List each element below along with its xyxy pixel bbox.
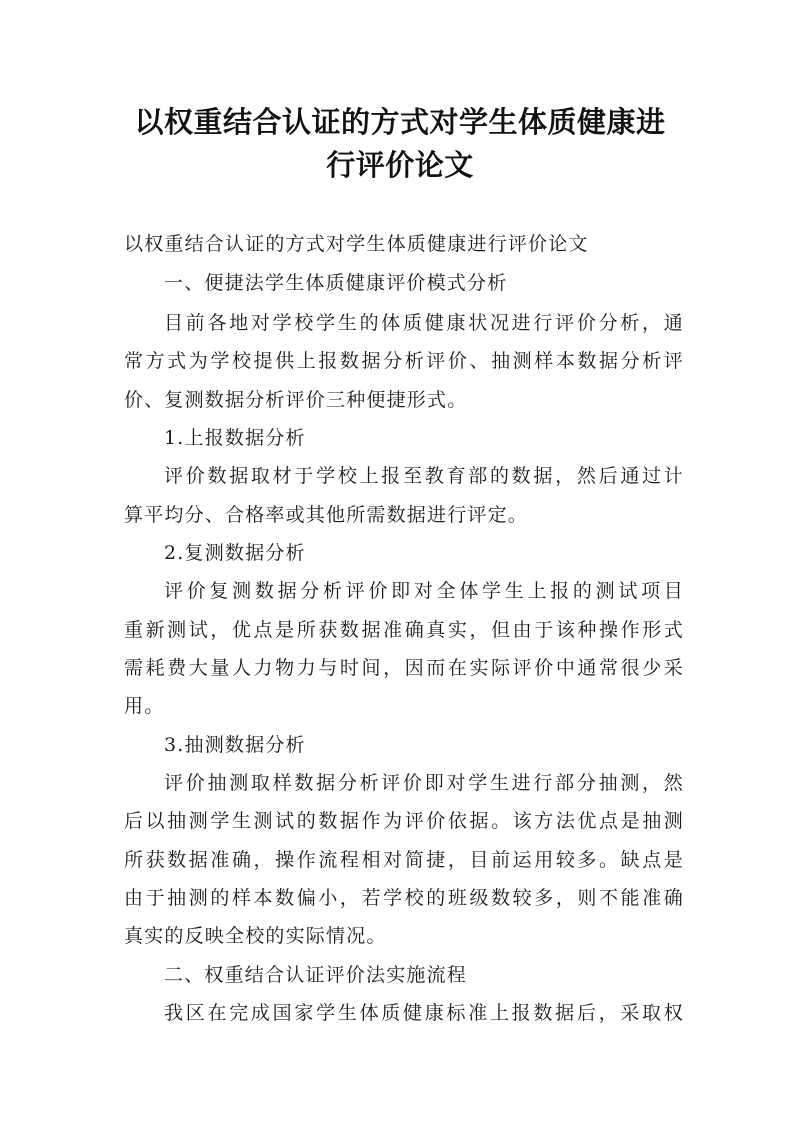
section-heading-2: 二、权重结合认证评价法实施流程: [164, 964, 468, 986]
section-heading-1: 一、便捷法学生体质健康评价模式分析: [164, 272, 508, 294]
paragraph-line: 目前各地对学校学生的体质健康状况进行评价分析，通: [164, 312, 684, 334]
paragraph-line: 由于抽测的样本数偏小，若学校的班级数较多，则不能准确: [124, 887, 684, 909]
paragraph-line: 后以抽测学生测试的数据作为评价依据。该方法优点是抽测: [124, 810, 684, 832]
paragraph-line: 所获数据准确，操作流程相对简捷，目前运用较多。缺点是: [124, 849, 684, 871]
subsection-heading-3: 3.抽测数据分析: [164, 734, 306, 756]
paragraph-line: 评价复测数据分析评价即对全体学生上报的测试项目: [164, 580, 684, 602]
paragraph-line: 真实的反映全校的实际情况。: [124, 925, 387, 947]
paragraph-line: 用。: [124, 695, 165, 717]
paragraph-line: 评价抽测取样数据分析评价即对学生进行部分抽测，然: [164, 772, 684, 794]
document-title-line-1: 以权重结合认证的方式对学生体质健康进: [134, 105, 666, 139]
subsection-heading-1: 1.上报数据分析: [164, 427, 306, 449]
paragraph-line: 常方式为学校提供上报数据分析评价、抽测样本数据分析评: [124, 350, 684, 372]
subsection-heading-2: 2.复测数据分析: [164, 542, 306, 564]
paragraph-line: 算平均分、合格率或其他所需数据进行评定。: [124, 504, 529, 526]
paragraph-line: 我区在完成国家学生体质健康标准上报数据后，采取权: [164, 1002, 684, 1024]
paragraph-line: 评价数据取材于学校上报至教育部的数据，然后通过计: [164, 465, 684, 487]
paragraph-line: 价、复测数据分析评价三种便捷形式。: [124, 389, 468, 411]
paragraph-line: 重新测试，优点是所获数据准确真实，但由于该种操作形式: [124, 619, 684, 641]
document-title-line-2: 行评价论文: [326, 148, 474, 182]
paragraph-line: 需耗费大量人力物力与时间，因而在实际评价中通常很少采: [124, 657, 684, 679]
subtitle-line: 以权重结合认证的方式对学生体质健康进行评价论文: [124, 233, 589, 255]
